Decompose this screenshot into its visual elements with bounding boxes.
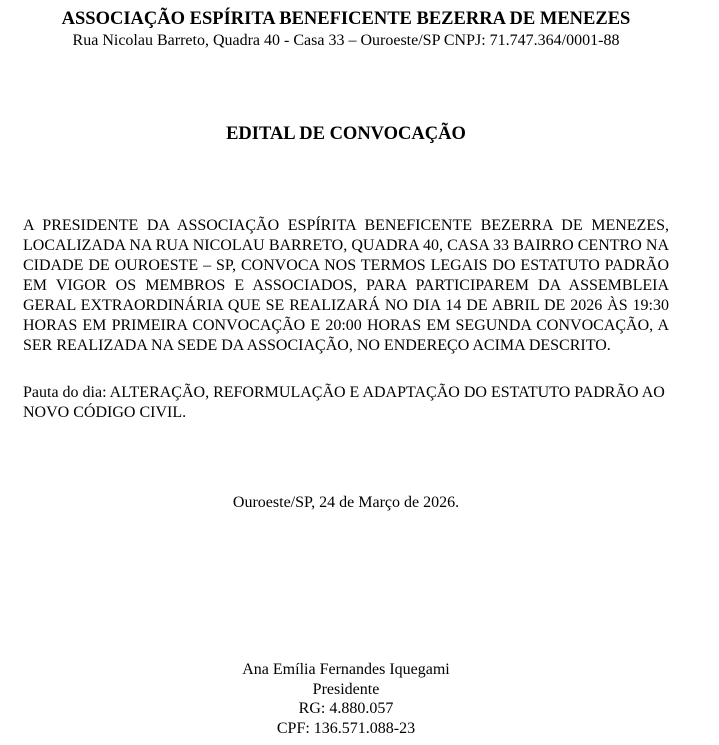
document-content: [23, 0, 669, 745]
signature-block: [23, 660, 669, 738]
convocation-body-paragraph: A PRESIDENTE DA ASSOCIAÇÃO ESPÍRITA BENEFICENTE BEZERRA DE MENEZES, LOCALIZADA NA RUA NICOLAU BARRETO, QUADRA 40, CASA 33 BAIRRO CENTRO NA CIDADE DE OUROESTE – SP, CONVOCA NOS TERMOS LEGAIS DO ESTATUTO PADRÃO EM VIGOR OS MEMBROS E ASSOCIADOS, PARA PARTICIPAREM DA ASSEMBLEIA GERAL EXTRAORDINÁRIA QUE SE REALIZARÁ NO DIA 14 DE ABRIL DE 2026 ÀS 19:30 HORAS EM PRIMEIRA CONVOCAÇÃO E 20:00 HORAS EM SEGUNDA CONVOCAÇÃO, A SER REALIZADA NA SEDE DA ASSOCIAÇÃO, NO ENDEREÇO ACIMA DESCRITO.: [23, 217, 669, 354]
organization-name: ASSOCIAÇÃO ESPÍRITA BENEFICENTE BEZERRA DE MENEZES: [61, 9, 631, 29]
signatory-name: Ana Emília Fernandes Iquegami: [242, 661, 450, 678]
agenda-text: ALTERAÇÃO, REFORMULAÇÃO E ADAPTAÇÃO DO ESTATUTO PADRÃO AO NOVO CÓDIGO CIVIL.: [23, 384, 665, 421]
organization-address-cnpj: Rua Nicolau Barreto, Quadra 40 - Casa 33 – Ouroeste/SP CNPJ: 71.747.364/0001-88: [72, 32, 620, 49]
signatory-role: Presidente: [312, 680, 380, 698]
agenda-paragraph: [23, 383, 679, 423]
place-date-line: Ouroeste/SP, 24 de Março de 2026.: [232, 494, 460, 511]
signatory-rg: RG: 4.880.057: [298, 700, 394, 717]
agenda-label: Pauta do dia:: [23, 384, 107, 401]
signatory-cpf: CPF: 136.571.088-23: [276, 719, 416, 737]
letterhead: [23, 8, 669, 51]
document-title: EDITAL DE CONVOCAÇÃO: [226, 124, 466, 144]
